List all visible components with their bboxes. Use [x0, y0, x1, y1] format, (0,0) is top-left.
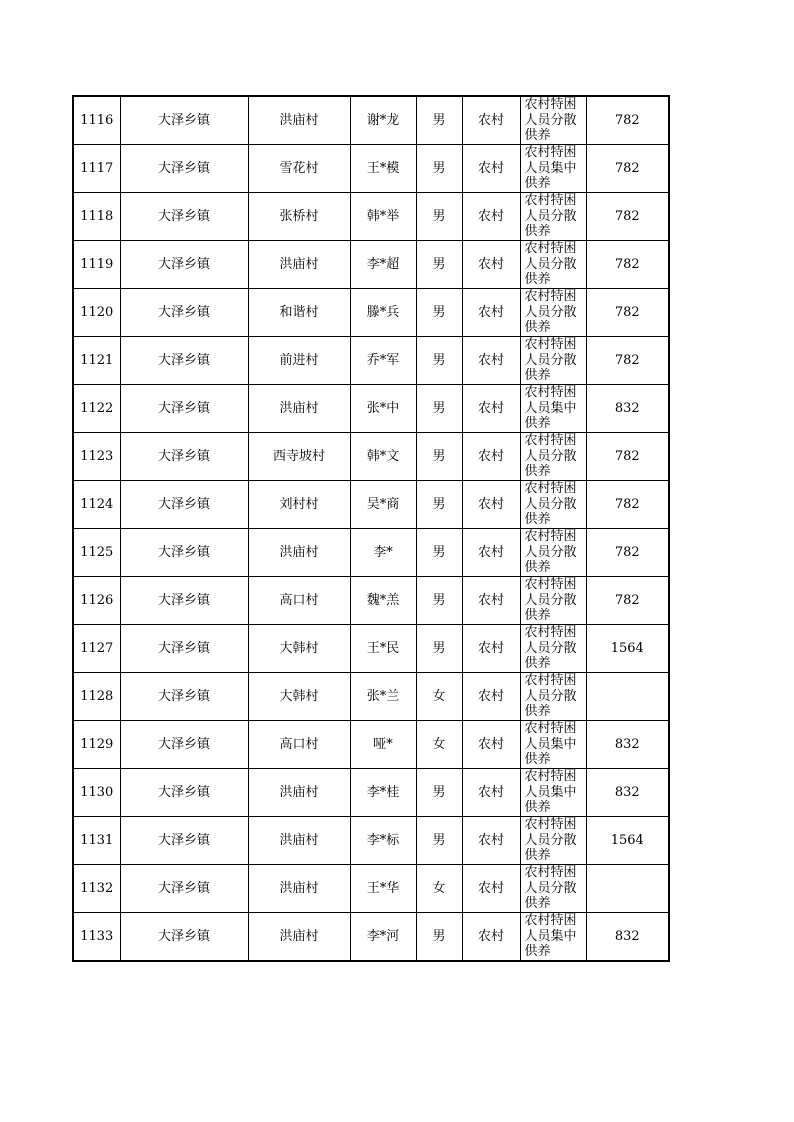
table-row	[73, 769, 669, 817]
town-cell: 大泽乡镇	[120, 913, 248, 962]
person-name-cell: 谢*龙	[350, 96, 416, 145]
amount-cell: 832	[586, 721, 669, 769]
town-cell: 大泽乡镇	[120, 769, 248, 817]
town-cell: 大泽乡镇	[120, 625, 248, 673]
row-number-cell: 1128	[73, 673, 120, 721]
village-cell: 和谐村	[248, 289, 350, 337]
amount-cell: 782	[586, 337, 669, 385]
village-cell: 洪庙村	[248, 865, 350, 913]
gender-cell: 男	[416, 96, 462, 145]
support-type-cell	[520, 96, 586, 145]
village-cell: 洪庙村	[248, 529, 350, 577]
town-cell: 大泽乡镇	[120, 865, 248, 913]
amount-cell: 782	[586, 529, 669, 577]
area-cell: 农村	[462, 481, 520, 529]
area-cell: 农村	[462, 673, 520, 721]
support-type-cell	[520, 481, 586, 529]
support-type-text: 农村特困人员集中供养	[524, 385, 577, 431]
support-type-cell	[520, 817, 586, 865]
town-cell: 大泽乡镇	[120, 529, 248, 577]
amount-cell: 782	[586, 481, 669, 529]
gender-cell: 男	[416, 481, 462, 529]
row-number-cell: 1130	[73, 769, 120, 817]
town-cell: 大泽乡镇	[120, 337, 248, 385]
amount-cell: 832	[586, 385, 669, 433]
amount-cell: 1564	[586, 817, 669, 865]
area-cell: 农村	[462, 433, 520, 481]
person-name-cell: 李*河	[350, 913, 416, 962]
support-type-text: 农村特困人员分散供养	[524, 577, 577, 623]
area-cell: 农村	[462, 865, 520, 913]
table-row	[73, 289, 669, 337]
amount-cell	[586, 673, 669, 721]
area-cell: 农村	[462, 289, 520, 337]
support-type-text: 农村特困人员集中供养	[524, 721, 577, 767]
data-table	[72, 95, 670, 962]
village-cell: 洪庙村	[248, 817, 350, 865]
support-type-text: 农村特困人员分散供养	[524, 625, 577, 671]
gender-cell: 男	[416, 337, 462, 385]
person-name-cell: 吴*商	[350, 481, 416, 529]
amount-cell: 782	[586, 241, 669, 289]
support-type-cell	[520, 913, 586, 962]
row-number-cell: 1127	[73, 625, 120, 673]
support-type-text: 农村特困人员分散供养	[524, 97, 577, 143]
area-cell: 农村	[462, 193, 520, 241]
row-number-cell: 1121	[73, 337, 120, 385]
support-type-cell	[520, 193, 586, 241]
person-name-cell: 王*模	[350, 145, 416, 193]
village-cell: 洪庙村	[248, 96, 350, 145]
person-name-cell: 韩*文	[350, 433, 416, 481]
row-number-cell: 1133	[73, 913, 120, 962]
gender-cell: 女	[416, 865, 462, 913]
amount-cell: 782	[586, 433, 669, 481]
table-row	[73, 193, 669, 241]
amount-cell: 782	[586, 577, 669, 625]
gender-cell: 男	[416, 145, 462, 193]
gender-cell: 男	[416, 769, 462, 817]
row-number-cell: 1118	[73, 193, 120, 241]
amount-cell: 782	[586, 145, 669, 193]
row-number-cell: 1124	[73, 481, 120, 529]
person-name-cell: 李*桂	[350, 769, 416, 817]
support-type-text: 农村特困人员集中供养	[524, 913, 577, 959]
table-row	[73, 433, 669, 481]
village-cell: 张桥村	[248, 193, 350, 241]
row-number-cell: 1116	[73, 96, 120, 145]
row-number-cell: 1123	[73, 433, 120, 481]
support-type-text: 农村特困人员分散供养	[524, 241, 577, 287]
support-type-cell	[520, 625, 586, 673]
village-cell: 洪庙村	[248, 913, 350, 962]
table-row	[73, 721, 669, 769]
person-name-cell: 韩*举	[350, 193, 416, 241]
support-type-text: 农村特困人员分散供养	[524, 817, 577, 863]
table-row	[73, 96, 669, 145]
table-row	[73, 145, 669, 193]
town-cell: 大泽乡镇	[120, 481, 248, 529]
support-type-text: 农村特困人员分散供养	[524, 433, 577, 479]
town-cell: 大泽乡镇	[120, 817, 248, 865]
village-cell: 前进村	[248, 337, 350, 385]
table-row	[73, 337, 669, 385]
person-name-cell: 张*兰	[350, 673, 416, 721]
village-cell: 大韩村	[248, 625, 350, 673]
row-number-cell: 1119	[73, 241, 120, 289]
gender-cell: 男	[416, 577, 462, 625]
area-cell: 农村	[462, 385, 520, 433]
area-cell: 农村	[462, 817, 520, 865]
support-type-cell	[520, 385, 586, 433]
support-type-text: 农村特困人员分散供养	[524, 289, 577, 335]
person-name-cell: 乔*军	[350, 337, 416, 385]
support-type-cell	[520, 145, 586, 193]
area-cell: 农村	[462, 145, 520, 193]
gender-cell: 男	[416, 529, 462, 577]
area-cell: 农村	[462, 337, 520, 385]
row-number-cell: 1122	[73, 385, 120, 433]
support-type-text: 农村特困人员集中供养	[524, 769, 577, 815]
support-type-text: 农村特困人员分散供养	[524, 481, 577, 527]
town-cell: 大泽乡镇	[120, 289, 248, 337]
support-type-cell	[520, 577, 586, 625]
table-body	[73, 96, 669, 961]
person-name-cell: 王*民	[350, 625, 416, 673]
gender-cell: 男	[416, 241, 462, 289]
row-number-cell: 1129	[73, 721, 120, 769]
amount-cell: 832	[586, 769, 669, 817]
area-cell: 农村	[462, 721, 520, 769]
village-cell: 大韩村	[248, 673, 350, 721]
town-cell: 大泽乡镇	[120, 385, 248, 433]
village-cell: 高口村	[248, 721, 350, 769]
gender-cell: 男	[416, 289, 462, 337]
support-type-text: 农村特困人员分散供养	[524, 337, 577, 383]
gender-cell: 男	[416, 625, 462, 673]
row-number-cell: 1117	[73, 145, 120, 193]
support-type-cell	[520, 289, 586, 337]
row-number-cell: 1132	[73, 865, 120, 913]
row-number-cell: 1126	[73, 577, 120, 625]
table-row	[73, 913, 669, 962]
gender-cell: 男	[416, 433, 462, 481]
town-cell: 大泽乡镇	[120, 145, 248, 193]
area-cell: 农村	[462, 529, 520, 577]
support-type-text: 农村特困人员分散供养	[524, 865, 577, 911]
amount-cell: 782	[586, 289, 669, 337]
support-type-cell	[520, 337, 586, 385]
support-type-text: 农村特困人员集中供养	[524, 145, 577, 191]
row-number-cell: 1125	[73, 529, 120, 577]
person-name-cell: 张*中	[350, 385, 416, 433]
village-cell: 雪花村	[248, 145, 350, 193]
town-cell: 大泽乡镇	[120, 673, 248, 721]
village-cell: 刘村村	[248, 481, 350, 529]
area-cell: 农村	[462, 241, 520, 289]
village-cell: 高口村	[248, 577, 350, 625]
row-number-cell: 1120	[73, 289, 120, 337]
table-row	[73, 481, 669, 529]
support-type-cell	[520, 769, 586, 817]
amount-cell: 782	[586, 193, 669, 241]
person-name-cell: 滕*兵	[350, 289, 416, 337]
support-type-text: 农村特困人员分散供养	[524, 193, 577, 239]
table-row	[73, 529, 669, 577]
area-cell: 农村	[462, 577, 520, 625]
person-name-cell: 李*超	[350, 241, 416, 289]
table-row	[73, 817, 669, 865]
town-cell: 大泽乡镇	[120, 96, 248, 145]
village-cell: 洪庙村	[248, 769, 350, 817]
amount-cell	[586, 865, 669, 913]
town-cell: 大泽乡镇	[120, 193, 248, 241]
area-cell: 农村	[462, 913, 520, 962]
table-row	[73, 241, 669, 289]
area-cell: 农村	[462, 769, 520, 817]
support-type-cell	[520, 721, 586, 769]
person-name-cell: 李*	[350, 529, 416, 577]
table-row	[73, 625, 669, 673]
town-cell: 大泽乡镇	[120, 433, 248, 481]
gender-cell: 女	[416, 721, 462, 769]
amount-cell: 782	[586, 96, 669, 145]
gender-cell: 男	[416, 913, 462, 962]
support-type-cell	[520, 673, 586, 721]
person-name-cell: 魏*羔	[350, 577, 416, 625]
town-cell: 大泽乡镇	[120, 577, 248, 625]
person-name-cell: 哑*	[350, 721, 416, 769]
amount-cell: 832	[586, 913, 669, 962]
support-type-text: 农村特困人员分散供养	[524, 673, 577, 719]
amount-cell: 1564	[586, 625, 669, 673]
gender-cell: 男	[416, 817, 462, 865]
town-cell: 大泽乡镇	[120, 721, 248, 769]
village-cell: 洪庙村	[248, 241, 350, 289]
town-cell: 大泽乡镇	[120, 241, 248, 289]
gender-cell: 男	[416, 385, 462, 433]
village-cell: 洪庙村	[248, 385, 350, 433]
gender-cell: 女	[416, 673, 462, 721]
person-name-cell: 王*华	[350, 865, 416, 913]
village-cell: 西寺坡村	[248, 433, 350, 481]
area-cell: 农村	[462, 96, 520, 145]
person-name-cell: 李*标	[350, 817, 416, 865]
support-type-cell	[520, 865, 586, 913]
table-row	[73, 673, 669, 721]
table-row	[73, 865, 669, 913]
table-row	[73, 577, 669, 625]
table-row	[73, 385, 669, 433]
support-type-cell	[520, 241, 586, 289]
row-number-cell: 1131	[73, 817, 120, 865]
gender-cell: 男	[416, 193, 462, 241]
support-type-cell	[520, 433, 586, 481]
support-type-cell	[520, 529, 586, 577]
area-cell: 农村	[462, 625, 520, 673]
support-type-text: 农村特困人员分散供养	[524, 529, 577, 575]
